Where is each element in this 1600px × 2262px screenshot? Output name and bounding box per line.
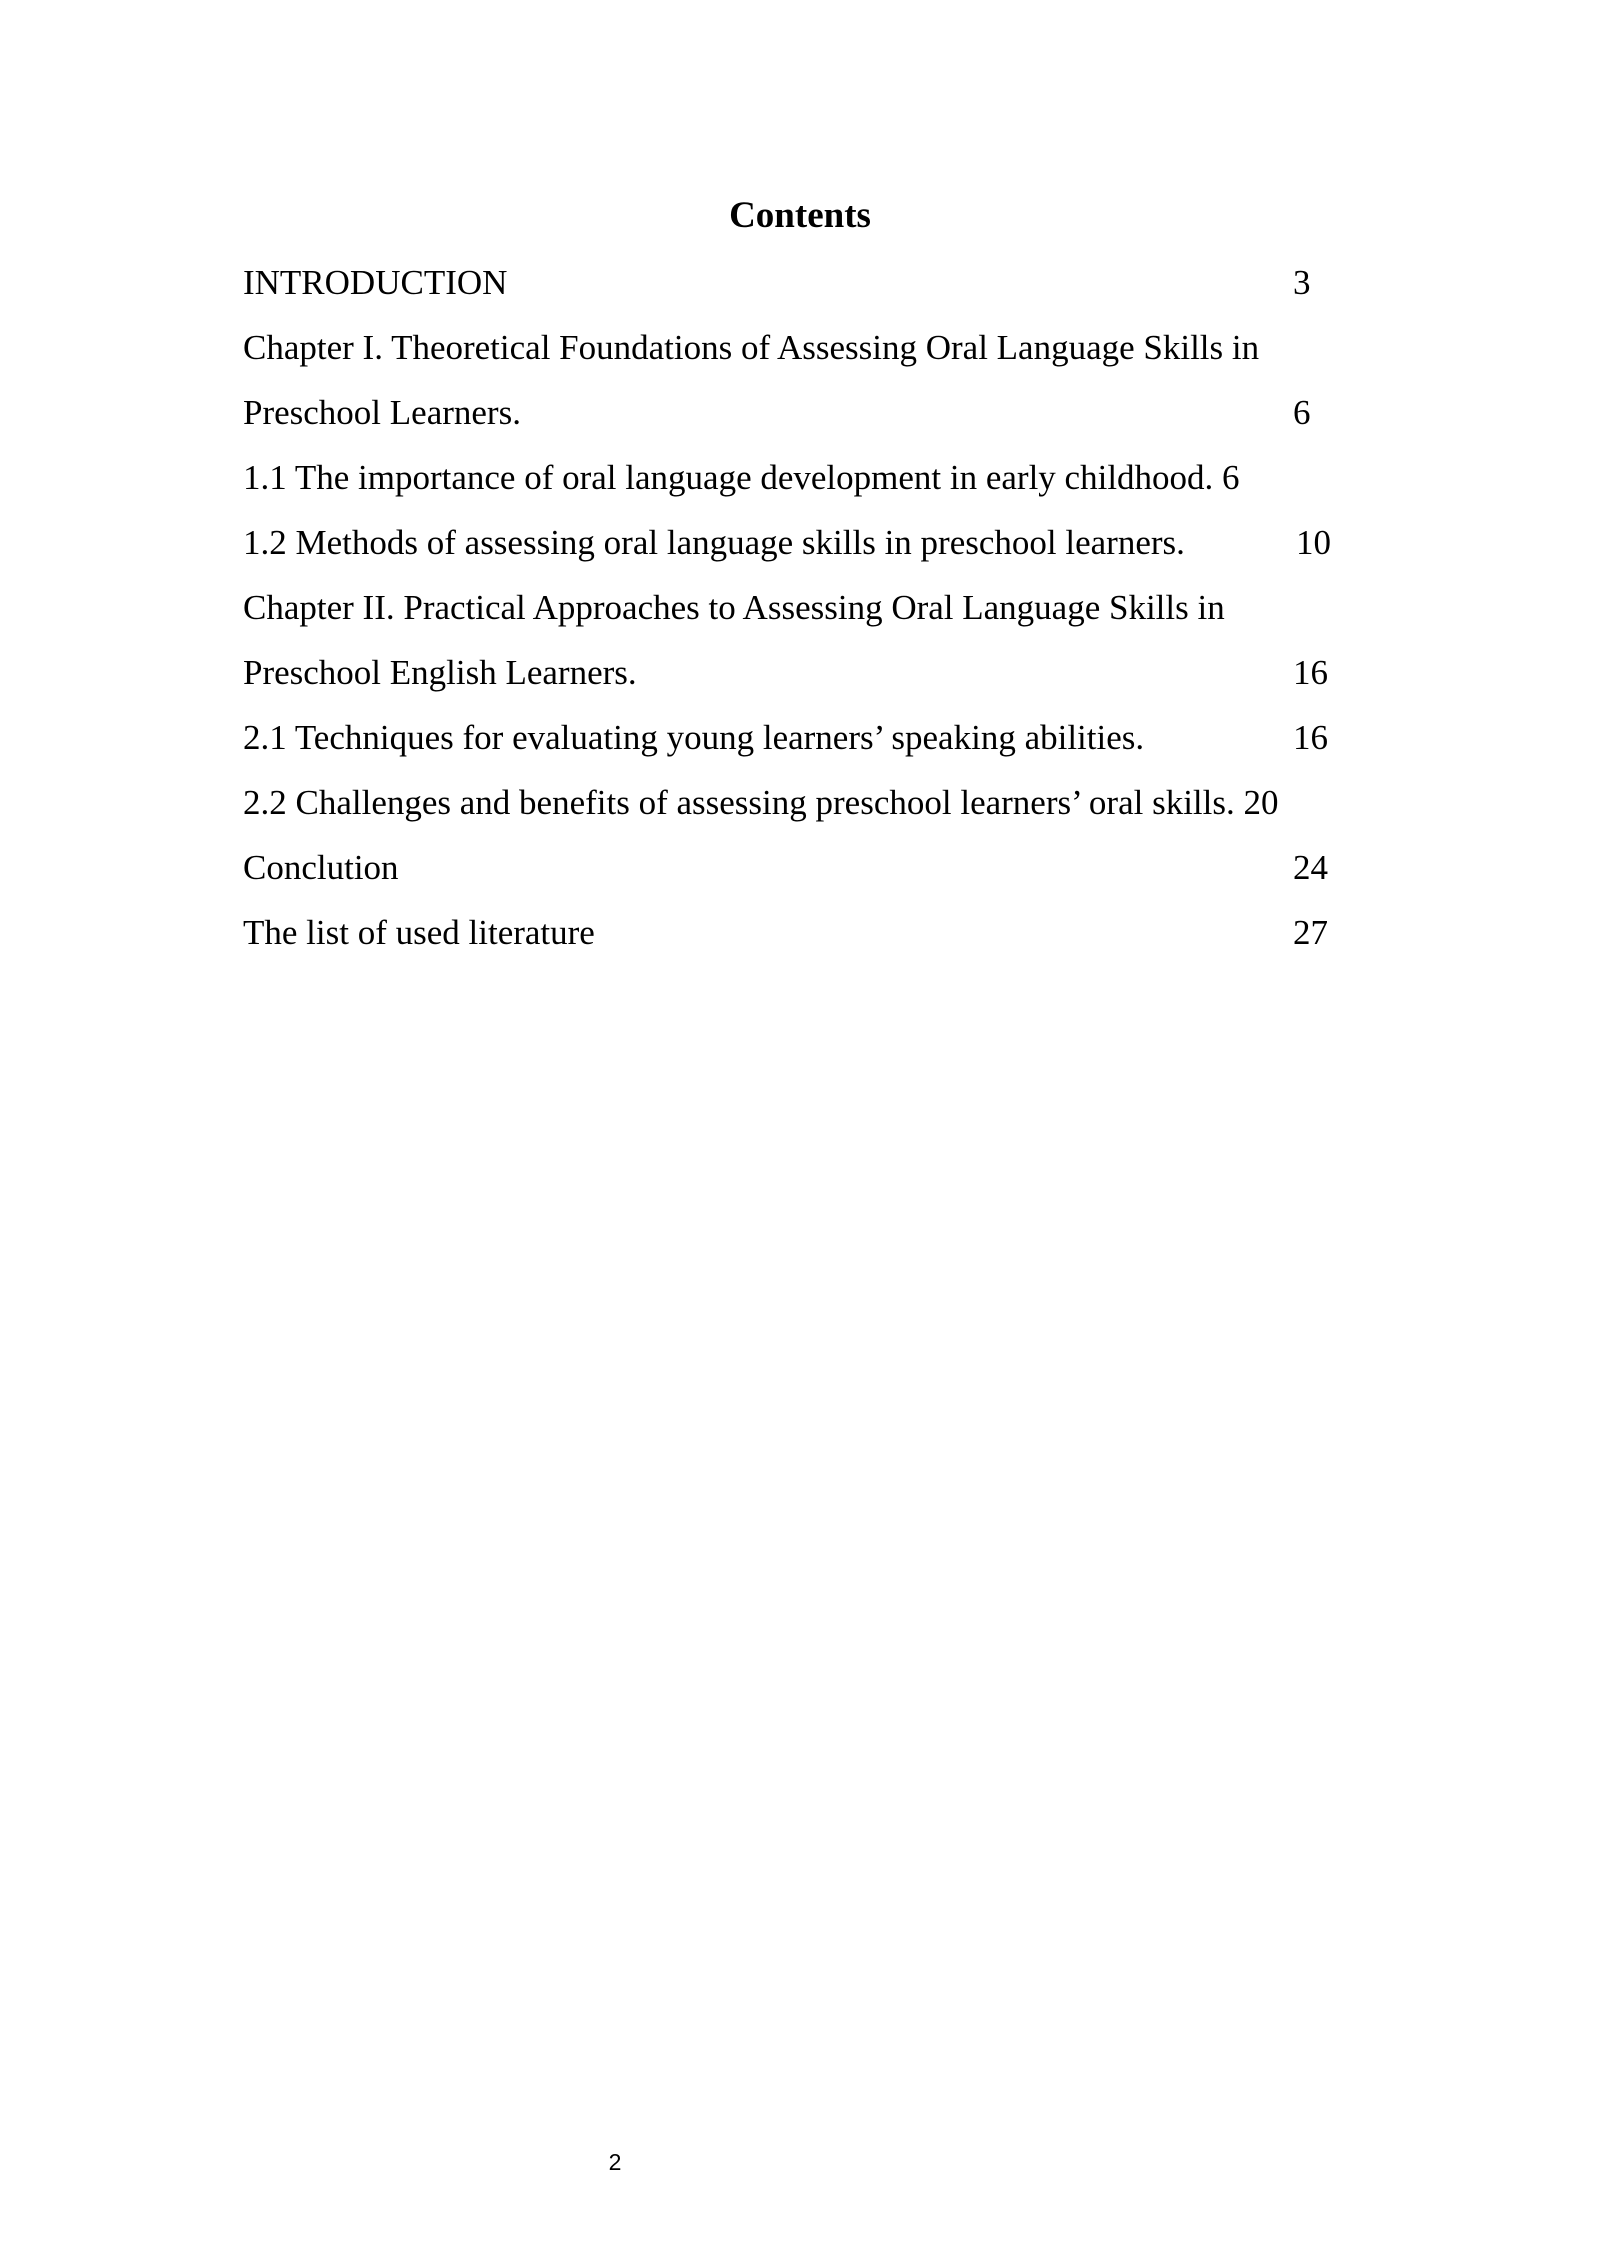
toc-entry-section-1-2: 1.2 Methods of assessing oral language skills in preschool learners. <box>243 523 1185 562</box>
toc-page-introduction: 3 <box>1293 263 1311 302</box>
toc-entry-section-2-2: 2.2 Challenges and benefits of assessing preschool learners’ oral skills. 20 <box>243 783 1279 822</box>
toc-entry-section-2-1: 2.1 Techniques for evaluating young learners’ speaking abilities. <box>243 718 1145 757</box>
toc-page-chapter-2: 16 <box>1293 653 1328 692</box>
page-number: 2 <box>608 2149 622 2175</box>
toc-entry-chapter-2-line-2: Preschool English Learners. <box>243 653 637 692</box>
toc-page-section-1-2: 10 <box>1296 523 1331 562</box>
toc-entry-chapter-1-line-2: Preschool Learners. <box>243 393 521 432</box>
toc-entry-section-1-1: 1.1 The importance of oral language development in early childhood. 6 <box>243 458 1240 497</box>
toc-entry-literature: The list of used literature <box>243 913 595 952</box>
toc-entry-introduction: INTRODUCTION <box>243 263 508 302</box>
toc-entry-chapter-1-line-1: Chapter I. Theoretical Foundations of Assessing Oral Language Skills in <box>243 328 1260 367</box>
toc-page-chapter-1: 6 <box>1293 393 1311 432</box>
toc-page-conclusion: 24 <box>1293 848 1328 887</box>
toc-page-section-2-1: 16 <box>1293 718 1328 757</box>
contents-title: Contents <box>729 195 871 236</box>
toc-entry-conclusion: Conclution <box>243 848 399 887</box>
toc-entry-chapter-2-line-1: Chapter II. Practical Approaches to Assessing Oral Language Skills in <box>243 588 1225 627</box>
toc-page-literature: 27 <box>1293 913 1328 952</box>
